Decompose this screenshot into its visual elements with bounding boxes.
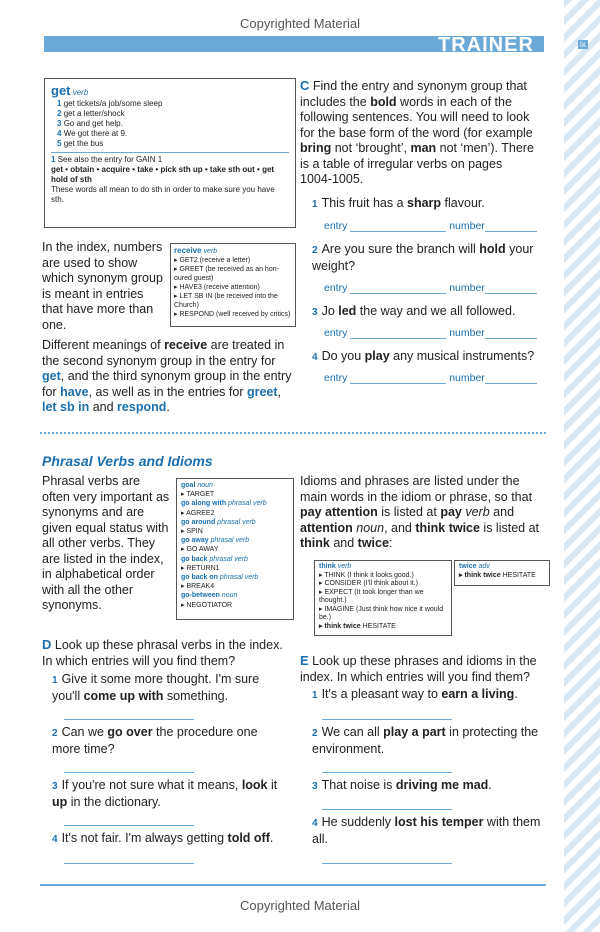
get-sense: 2 get a letter/shock — [57, 109, 125, 119]
decorative-stripes — [564, 0, 600, 932]
idioms-explanation: Idioms and phrases are listed under the main words in the idiom or phrase, so that pay attention is listed at pay verb and attention noun, and think twice is listed at think and twice: — [300, 474, 540, 550]
entry-answer-line[interactable] — [350, 373, 446, 384]
phrasal-index-ref: ▸ AGREE2 — [181, 509, 215, 517]
phrasal-index-entry: go-between noun — [181, 592, 238, 600]
phrasal-explanation: Phrasal verbs are often very important as synonyms and are given equal status with all other verbs. They are listed in the index, in alphabetical order with all the other synonyms. — [42, 474, 170, 612]
phrasal-index-ref: ▸ NEGOTIATOR — [181, 601, 233, 609]
exercise-d-item: 3 If you're not sure what it means, look it up in the dictionary. — [52, 778, 278, 809]
exercise-d-item: 1 Give it some more thought. I'm sure you'll come up with something. — [52, 672, 260, 703]
answer-line[interactable] — [322, 718, 452, 720]
think-line: ▸ EXPECT (It took longer than we thought.) — [319, 588, 424, 604]
phrasal-index-ref: ▸ BREAK4 — [181, 583, 215, 591]
twice-line: ▸ think twice HESITATE — [459, 571, 536, 579]
get-sense: 4 We got there at 9. — [57, 129, 128, 139]
phrasal-index-entry: go back on phrasal verb — [181, 574, 259, 582]
phrasal-index-entry: go around phrasal verb — [181, 518, 256, 526]
think-entry-box — [314, 560, 452, 636]
answer-line[interactable] — [64, 771, 194, 773]
answer-row: entry number — [324, 282, 537, 294]
exercise-e-item: 4 He suddenly lost his temper with them all. — [312, 815, 541, 846]
receive-line: ▸ GET2 (receive a letter) — [174, 257, 251, 264]
entry-answer-line[interactable] — [350, 283, 446, 294]
receive-pos: verb — [203, 248, 218, 255]
exercise-e-item: 3 That noise is driving me mad. — [312, 778, 492, 792]
meanings-paragraph: Different meanings of receive are treated in the second synonym group in the entry for get, and the third synonym group in the entry for have, as well as in the entries for greet, let sb in and respond. — [42, 338, 292, 414]
twice-headword: twice — [459, 563, 477, 570]
get-senses — [57, 99, 289, 149]
phrasal-index-ref: ▸ RETURN1 — [181, 564, 220, 572]
get-synonym-list: get • obtain • acquire • take • pick sth up • take sth out • get hold of sth — [51, 165, 275, 185]
think-line: ▸ think twice HESITATE — [319, 622, 396, 630]
index-explanation: In the index, numbers are used to show which synonym group is meant in entries that have more than one. — [42, 240, 163, 332]
number-answer-line[interactable] — [485, 373, 537, 384]
twice-pos: adv — [478, 563, 490, 570]
footer-rule — [40, 884, 546, 886]
exercise-c-intro: C Find the entry and synonym group that includes the bold words in each of the following sentences. You will need to look for the base form of the word (for example bring not ‘brought’, man not ‘men’). There is a table of irregular verbs on pages 1004-1005. — [300, 78, 534, 186]
exercise-e-item: 2 We can all play a part in protecting the environment. — [312, 725, 539, 756]
receive-line: ▸ GREET (be received as an hon-oured guest) — [174, 266, 279, 282]
phrasal-index-ref: ▸ SPIN — [181, 528, 203, 536]
exercise-e-item: 1 It's a pleasant way to earn a living. — [312, 687, 518, 701]
copyright-notice-top: Copyrighted Material — [240, 16, 360, 31]
think-line: ▸ THINK (I think it looks good.) — [319, 571, 414, 579]
exercise-d-item: 2 Can we go over the procedure one more time? — [52, 725, 258, 756]
phrasal-index-ref: ▸ TARGET — [181, 491, 215, 499]
think-headword: think — [319, 563, 336, 570]
get-sense: 5 get the bus — [57, 139, 104, 149]
answer-line[interactable] — [322, 808, 452, 810]
phrasal-index-entry: go along with phrasal verb — [181, 500, 267, 508]
answer-line[interactable] — [322, 771, 452, 773]
answer-line[interactable] — [64, 718, 194, 720]
get-note: These words all mean to do sth in order to make sure you have sth. — [51, 185, 275, 205]
think-line: ▸ CONSIDER (I'll think about it.) — [319, 580, 418, 587]
receive-line: ▸ RESPOND (well received by critics) — [174, 311, 291, 318]
answer-row: entry number — [324, 327, 537, 339]
get-sense: 1 get tickets/a job/some sleep — [57, 99, 163, 109]
exercise-d-item: 4 It's not fair. I'm always getting told off. — [52, 831, 274, 845]
exercise-d-intro: D Look up these phrasal verbs in the index. In which entries will you find them? — [42, 637, 283, 668]
think-pos: verb — [337, 563, 352, 570]
answer-line[interactable] — [64, 824, 194, 826]
answer-row: entry number — [324, 372, 537, 384]
phrasal-index-box — [176, 478, 294, 620]
number-answer-line[interactable] — [485, 221, 537, 232]
answer-line[interactable] — [64, 862, 194, 864]
exercise-c-item: 2 Are you sure the branch will hold your weight? — [312, 242, 534, 273]
exercise-c-item: 3 Jo led the way and we all followed. — [312, 304, 516, 318]
get-sense: 3 Go and get help. — [57, 119, 123, 129]
phrasal-index-entry: goal noun — [181, 482, 213, 489]
section-divider — [40, 432, 546, 434]
phrasal-index-ref: ▸ GO AWAY — [181, 546, 219, 554]
answer-row: entry number — [324, 220, 537, 232]
section-heading: Phrasal Verbs and Idioms — [42, 453, 213, 469]
answer-line[interactable] — [322, 862, 452, 864]
think-line: ▸ IMAGINE (Just think how nice it would be.) — [319, 605, 444, 621]
page-number: ix — [580, 40, 586, 49]
get-entry-box — [44, 78, 296, 228]
get-headword: get — [51, 83, 71, 98]
entry-answer-line[interactable] — [350, 328, 446, 339]
exercise-e-intro: E Look up these phrases and idioms in the index. In which entries will you find them? — [300, 653, 537, 684]
receive-headword: receive — [174, 246, 202, 255]
receive-entry-box — [170, 243, 296, 327]
receive-line: ▸ HAVE3 (receive attention) — [174, 284, 260, 291]
exercise-c-item: 1 This fruit has a sharp flavour. — [312, 196, 485, 210]
get-pos: verb — [72, 88, 89, 97]
exercise-c-item: 4 Do you play any musical instruments? — [312, 349, 535, 363]
receive-line: ▸ LET SB IN (be received into the Church) — [174, 293, 278, 309]
see-also: 1 See also the entry for GAIN 1 — [51, 155, 163, 165]
entry-answer-line[interactable] — [350, 221, 446, 232]
phrasal-index-entry: go back phrasal verb — [181, 555, 248, 563]
number-answer-line[interactable] — [485, 328, 537, 339]
banner-title: TRAINER — [438, 34, 534, 56]
twice-entry-box — [454, 560, 550, 586]
phrasal-index-entry: go away phrasal verb — [181, 537, 250, 545]
copyright-notice-bottom: Copyrighted Material — [240, 898, 360, 913]
number-answer-line[interactable] — [485, 283, 537, 294]
